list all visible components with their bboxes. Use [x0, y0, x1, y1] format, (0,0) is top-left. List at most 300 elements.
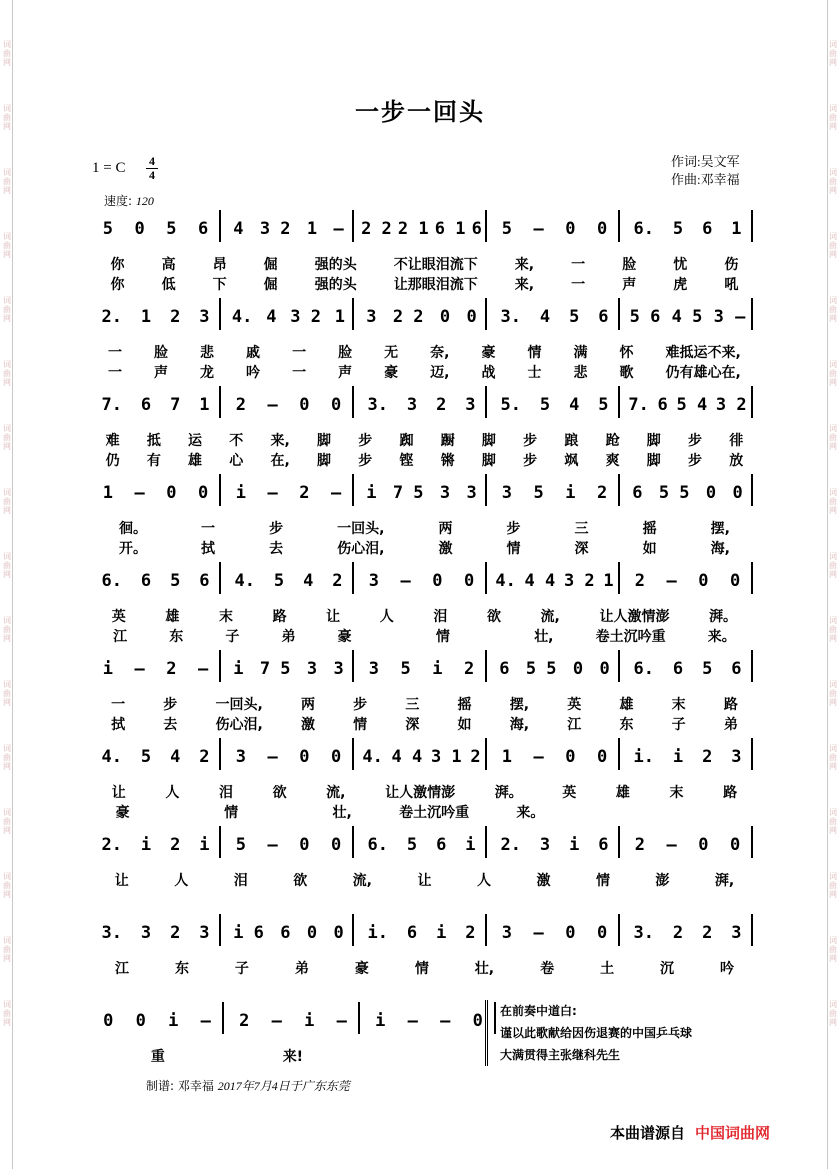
measure-notes — [358, 834, 485, 856]
lyric-word: 情 — [527, 345, 542, 361]
note: 2. — [500, 835, 521, 855]
lyric-word: 满 — [573, 345, 588, 361]
note: 1 — [334, 307, 346, 327]
measure — [358, 570, 485, 600]
measure — [491, 306, 618, 336]
lyric-word: 怀 — [619, 345, 634, 361]
lyric-word: 忧 — [673, 257, 688, 273]
barline — [751, 298, 753, 330]
barline — [485, 650, 487, 682]
note: 2 2 — [392, 307, 424, 327]
note: i 6 — [233, 923, 264, 943]
note: 6 — [280, 923, 291, 943]
lyric-word: 激 — [300, 717, 315, 733]
lyric-word: 战 — [481, 365, 496, 381]
note: 7 5 — [259, 659, 291, 679]
barline — [219, 650, 221, 682]
watermark-text: 词 曲 网 — [829, 936, 837, 963]
source-credit — [610, 1122, 770, 1143]
note: 5 — [672, 219, 684, 239]
note: 6 — [598, 835, 609, 855]
composer: 作曲:邓幸福 — [671, 172, 740, 187]
barline — [352, 738, 354, 770]
lyric-word: 铿 — [399, 453, 414, 469]
note: 1 — [731, 219, 742, 239]
lyric-word: 豪 — [115, 805, 130, 821]
watermark-text: 词 曲 网 — [829, 872, 837, 899]
measure-notes — [225, 658, 352, 680]
lyric-word: 一 — [111, 697, 126, 713]
note: – — [267, 395, 278, 415]
watermark-text: 词 曲 网 — [3, 616, 11, 643]
note: 4. — [234, 571, 255, 591]
barline — [219, 210, 221, 242]
measure-notes — [358, 218, 485, 240]
lyric-word: 东 — [619, 717, 634, 733]
source-label: 本曲谱源自 — [610, 1124, 686, 1142]
lyric-word: 泪 — [233, 873, 248, 889]
lyric-line — [92, 450, 757, 470]
lyric-word: 英 — [567, 697, 582, 713]
lyric-word: 深 — [574, 541, 589, 557]
note: 3 — [501, 483, 512, 503]
note: – — [331, 483, 342, 503]
barline — [485, 474, 487, 506]
lyric-word: 徊。 — [119, 521, 148, 537]
measure — [358, 306, 485, 336]
note: i. — [633, 747, 654, 767]
lyric-word: 步 — [358, 453, 373, 469]
lyric-word: 无 — [384, 345, 399, 361]
barline — [352, 826, 354, 858]
lyric-word: 悲 — [573, 365, 588, 381]
note: 2 — [634, 571, 645, 591]
measure — [624, 218, 751, 248]
lyric-word: 踉 — [564, 433, 579, 449]
measure — [491, 834, 618, 864]
note: 2 — [170, 923, 181, 943]
lyric-word: 声 — [338, 365, 353, 381]
lyric-word: 路 — [272, 609, 287, 625]
note: 0 — [466, 307, 477, 327]
note: 7. — [628, 395, 649, 415]
note: 6. — [367, 835, 388, 855]
lyric-word: 路 — [723, 785, 738, 801]
measure — [225, 306, 352, 336]
note: 6 — [199, 571, 210, 591]
barline — [618, 914, 620, 946]
measure-notes — [225, 570, 352, 592]
measure — [92, 834, 219, 864]
measure-notes — [491, 306, 618, 328]
measure — [92, 658, 219, 688]
lyric-word: 你 — [110, 277, 125, 293]
lyric-word: 放 — [729, 453, 744, 469]
lyric-word: 士 — [527, 365, 542, 381]
note: 6. — [101, 571, 122, 591]
measure-notes — [491, 746, 618, 768]
note: 4 — [170, 747, 181, 767]
lyric-word: 迈, — [430, 365, 450, 381]
watermark-text: 词 曲 网 — [3, 936, 11, 963]
measure-notes — [624, 482, 751, 504]
note: 0 — [565, 219, 576, 239]
barline — [219, 474, 221, 506]
barline — [485, 738, 487, 770]
note: 3. — [633, 923, 654, 943]
lyric-line — [92, 254, 757, 274]
measure — [624, 570, 751, 600]
barline — [485, 562, 487, 594]
lyric-line — [92, 430, 757, 450]
lyric-word: 难 — [105, 433, 120, 449]
note: 6 — [471, 219, 482, 239]
lyric-word: 江 — [567, 717, 582, 733]
lyric-word: 摇 — [642, 521, 657, 537]
lyric-word: 在, — [270, 453, 290, 469]
note: 4. — [362, 747, 383, 767]
lyric-word: 脚 — [481, 453, 496, 469]
measure-notes — [92, 746, 219, 768]
measure — [92, 482, 219, 512]
note: 7 5 — [392, 483, 424, 503]
measure — [491, 394, 618, 424]
note: 6 — [140, 571, 152, 591]
measure — [624, 658, 751, 688]
note: 5 — [273, 571, 285, 591]
measure-notes — [491, 394, 618, 416]
lyric-word: 一 — [571, 277, 586, 293]
note: 0 — [698, 571, 709, 591]
note: – — [271, 1011, 282, 1031]
lyric-word: 卷土沉吟重 — [399, 805, 470, 821]
lyric-word: 跄 — [605, 433, 620, 449]
lyric-word: 湃。 — [494, 785, 523, 801]
song-title: 一步一回头 — [355, 98, 485, 126]
note: i. — [367, 923, 388, 943]
lyric-word: 三 — [574, 521, 589, 537]
watermark-text: 词 曲 网 — [829, 616, 837, 643]
note: 0 — [299, 395, 310, 415]
measure-notes — [624, 306, 751, 328]
measure — [225, 658, 352, 688]
lyric-word: 三 — [405, 697, 420, 713]
note: – — [200, 1011, 211, 1031]
measure — [624, 746, 751, 776]
barline — [751, 914, 753, 946]
lyric-word: 情 — [595, 873, 610, 889]
dedication-line: 大满贯得主张继科先生 — [500, 1048, 621, 1062]
lyric-word: 末 — [669, 785, 684, 801]
measure — [358, 658, 485, 688]
lyric-word: 江 — [114, 961, 129, 977]
note: 6 1 — [434, 219, 466, 239]
lyric-word: 来。 — [516, 805, 545, 821]
barline — [352, 914, 354, 946]
lyric-word: 拭 — [111, 717, 126, 733]
note: 4 — [266, 307, 277, 327]
measure — [358, 394, 485, 424]
note: 5 — [702, 659, 713, 679]
lyric-word: 昂 — [212, 257, 227, 273]
lyric-word: 一 — [108, 345, 122, 361]
note: i — [465, 835, 476, 855]
measure — [228, 1010, 358, 1040]
note: 2 — [702, 747, 713, 767]
note: 5 — [235, 835, 246, 855]
watermark-text: 词 曲 网 — [829, 1000, 837, 1027]
note: 3 2 — [290, 307, 321, 327]
time-signature-bottom: 4 — [149, 168, 155, 182]
measure-notes — [358, 570, 485, 592]
lyric-word: 心 — [229, 453, 244, 469]
lyric-word: 让人激情澎 — [385, 785, 456, 801]
note: 2 — [170, 835, 181, 855]
note: i — [304, 1011, 315, 1031]
measure-notes — [624, 570, 751, 592]
note: 4 — [569, 395, 580, 415]
measure — [491, 570, 618, 600]
note: 3 — [406, 395, 418, 415]
note: – — [533, 923, 544, 943]
note: 5 — [140, 747, 152, 767]
lyric-word: 海, — [710, 541, 730, 557]
watermark-text: 词 曲 网 — [829, 232, 837, 259]
note: – — [400, 571, 411, 591]
barline — [751, 386, 753, 418]
measure — [491, 482, 618, 512]
measure-notes — [92, 922, 219, 944]
note: 3. — [500, 307, 521, 327]
lyric-word: 戚 — [246, 345, 261, 361]
lyric-word: 情 — [353, 717, 368, 733]
lyric-word: 土 — [600, 961, 615, 977]
note: 2 — [166, 659, 177, 679]
lyric-word: 来。 — [707, 629, 736, 645]
note: 7. — [101, 395, 122, 415]
note: 0 — [333, 923, 344, 943]
note: 5 — [539, 395, 551, 415]
note: 4. — [495, 571, 516, 591]
lyric-word: 脚 — [646, 433, 661, 449]
note: 5 — [170, 571, 181, 591]
lyric-word: 弟 — [723, 717, 738, 733]
barline — [618, 562, 620, 594]
note: 0 — [135, 1011, 146, 1031]
note: i — [436, 923, 447, 943]
note: 2. — [101, 835, 122, 855]
lyric-word: 海, — [509, 717, 530, 733]
lyric-word: 仍有雄心在, — [665, 365, 741, 381]
measure-notes — [364, 1010, 494, 1032]
note: 4 — [303, 571, 314, 591]
measure — [225, 218, 352, 248]
measure-notes — [491, 834, 618, 856]
lyric-word: 强的头 — [314, 277, 357, 293]
barline — [485, 914, 487, 946]
lyric-word: 江 — [113, 629, 128, 645]
lyric-line — [92, 518, 757, 538]
source-site-link[interactable]: 中国词曲网 — [695, 1124, 771, 1142]
lyric-word: 壮, — [474, 961, 495, 977]
lyric-word: 虎 — [673, 277, 688, 293]
measure-notes — [624, 658, 751, 680]
note: 3 — [501, 923, 512, 943]
transcriber: 制谱: 邓幸福 — [146, 1079, 214, 1093]
barline — [618, 474, 620, 506]
note: 6 — [632, 483, 643, 503]
lyric-line — [92, 802, 757, 822]
lyric-word: 卷 — [540, 961, 555, 977]
lyric-word: 一 — [571, 257, 586, 273]
note: 7 — [170, 395, 181, 415]
measure — [225, 922, 352, 952]
note: 3 — [366, 307, 377, 327]
note: – — [336, 1011, 347, 1031]
barline — [618, 738, 620, 770]
measure — [92, 1010, 222, 1040]
note: 0 — [597, 923, 608, 943]
barline — [751, 826, 753, 858]
barline — [219, 738, 221, 770]
lyric-word: 两 — [438, 521, 453, 537]
note: – — [666, 571, 677, 591]
lyric-word: 一 — [292, 345, 307, 361]
note: 1 — [140, 307, 152, 327]
note: 2 — [239, 1011, 250, 1031]
measure — [491, 218, 618, 248]
lyric-word: 欲 — [486, 609, 501, 625]
lyric-word: 东 — [169, 629, 184, 645]
measure — [92, 922, 219, 952]
measure — [225, 482, 352, 512]
note: 2 — [464, 659, 475, 679]
note: 3 — [539, 835, 551, 855]
note: 5 5 — [658, 483, 690, 503]
lyric-word: 子 — [671, 717, 686, 733]
note: 0 — [572, 659, 584, 679]
note: 3 2 — [563, 571, 595, 591]
note: 3 — [368, 571, 379, 591]
lyric-word: 脸 — [154, 345, 169, 361]
lyric-word: 仍 — [105, 453, 120, 469]
lyric-word: 一 — [292, 365, 307, 381]
lyric-word: 激 — [536, 873, 551, 889]
lyric-word: 步 — [523, 453, 538, 469]
barline — [485, 298, 487, 330]
note: – — [134, 659, 145, 679]
lyric-word: 步 — [523, 433, 538, 449]
lyric-word: 徘 — [729, 433, 744, 449]
note: i — [235, 483, 246, 503]
note: i — [140, 835, 152, 855]
measure — [225, 834, 352, 864]
lyric-word: 踟 — [399, 433, 414, 449]
measure-notes — [225, 218, 352, 240]
note: 3 — [713, 307, 724, 327]
note: i — [569, 835, 580, 855]
lyric-word: 伤心泪, — [337, 541, 385, 557]
lyric-word: 伤心泪, — [215, 717, 263, 733]
note: 3 2 — [259, 219, 291, 239]
tempo-value: 120 — [135, 194, 154, 208]
measure-notes — [228, 1010, 358, 1032]
lyric-word: 人 — [174, 873, 189, 889]
note: 3 — [731, 747, 742, 767]
watermark-text: 词 曲 网 — [3, 296, 11, 323]
note: 6. — [633, 659, 654, 679]
lyric-line — [92, 782, 757, 802]
note: 0 — [299, 747, 310, 767]
lyric-word: 伤 — [724, 257, 739, 273]
lyric-word: 湃。 — [709, 609, 738, 625]
note: 5 6 — [629, 307, 661, 327]
note: – — [440, 1011, 451, 1031]
note: 3 — [466, 483, 477, 503]
note: – — [533, 747, 544, 767]
note: 3 2 — [715, 395, 747, 415]
measure-notes — [225, 746, 352, 768]
lyric-word: 流, — [540, 609, 560, 625]
watermark-text: 词 曲 网 — [3, 104, 11, 131]
lyric-word: 一回头, — [215, 697, 263, 713]
note: 0 — [306, 923, 318, 943]
note: 0 — [331, 395, 342, 415]
right-watermark — [826, 40, 840, 1064]
barline — [219, 298, 221, 330]
note: 4 — [539, 307, 551, 327]
measure — [225, 394, 352, 424]
lyric-word: 脚 — [317, 453, 332, 469]
measure-notes — [624, 834, 751, 856]
lyric-word: 强的头 — [314, 257, 357, 273]
measure-notes — [624, 922, 751, 944]
watermark-text: 词 曲 网 — [3, 808, 11, 835]
lyric-word: 脚 — [317, 433, 332, 449]
note: 0 — [730, 835, 741, 855]
measure-notes — [225, 306, 352, 328]
note: – — [735, 307, 746, 327]
lyric-word: 歌 — [619, 365, 634, 381]
note: – — [267, 483, 278, 503]
lyric-line — [92, 694, 757, 714]
note: 3 — [439, 483, 451, 503]
transcription-date: 2017年7月4日于广东东莞 — [217, 1079, 350, 1093]
lyric-word: 湃, — [714, 873, 735, 889]
note: 6 — [406, 923, 418, 943]
lyric-line — [92, 538, 757, 558]
measure — [225, 746, 352, 776]
measure-notes — [92, 834, 219, 856]
transcriber-credit — [146, 1077, 350, 1094]
dedication-note — [485, 1000, 692, 1066]
note: 0 — [331, 747, 342, 767]
watermark-text: 词 曲 网 — [3, 1000, 11, 1027]
note: 2 — [170, 307, 181, 327]
barline — [219, 826, 221, 858]
lyric-word: 欲 — [293, 873, 308, 889]
lyric-word: 沉 — [660, 961, 675, 977]
measure-notes — [225, 482, 352, 504]
lyric-word: 让那眼泪流下 — [393, 277, 478, 293]
lyric-word: 欲 — [272, 785, 287, 801]
note: 3 1 — [430, 747, 462, 767]
lyric-word: 飒 — [564, 453, 579, 469]
lyric-word: 脸 — [338, 345, 353, 361]
lyric-line — [92, 1046, 362, 1066]
lyric-word: 脚 — [481, 433, 496, 449]
note: 6 — [499, 659, 510, 679]
